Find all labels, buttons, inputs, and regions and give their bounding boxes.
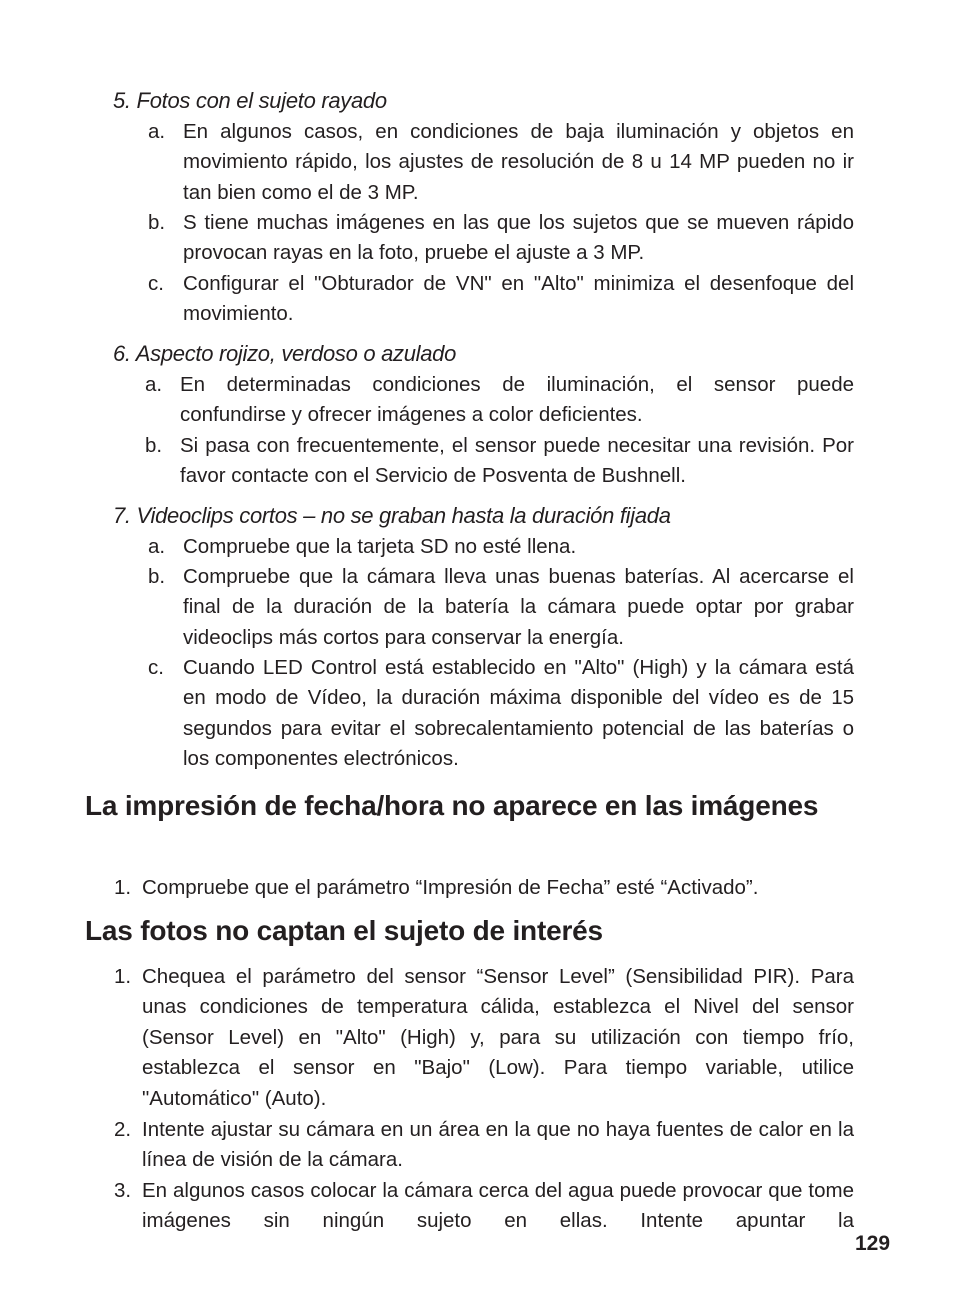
item-text: En algunos casos colocar la cámara cerca del agua puede provocar que tome imágenes sin ningún sujeto en ellas. Intente apuntar la: [142, 1179, 854, 1233]
item-marker: a.: [145, 373, 163, 396]
item-text: Cuando LED Control está establecido en "Alto" (High) y la cámara está en modo de Vídeo, la duración máxima disponible del vídeo es de 15 segundos para evitar el sobrecalentamiento potencial de las baterías o los componentes electrónicos.: [183, 656, 854, 771]
list-item-7a: [148, 532, 854, 562]
item-text: En determinadas condiciones de iluminación, el sensor puede confundirse y ofrecer imágenes a color deficientes.: [180, 373, 854, 427]
section-title-5: 5. Fotos con el sujeto rayado: [113, 88, 387, 113]
list-item-5a: [148, 117, 854, 208]
list-item-7c: [148, 653, 854, 775]
item-marker: c.: [148, 656, 164, 679]
item-marker: 1.: [114, 965, 132, 988]
item-text: Intente ajustar su cámara en un área en la que no haya fuentes de calor en la línea de visión de la cámara.: [142, 1118, 854, 1172]
item-marker: 3.: [114, 1179, 132, 1202]
list-item-5b: [148, 208, 854, 269]
section-title-7: 7. Videoclips cortos – no se graban hasta la duración fijada: [113, 503, 671, 528]
list-item-subject-1: [114, 962, 854, 1114]
item-text: Configurar el "Obturador de VN" en "Alto" minimiza el desenfoque del movimiento.: [183, 272, 854, 326]
list-item-subject-2: [114, 1115, 854, 1176]
section-heading-subject: Las fotos no captan el sujeto de interés: [85, 915, 603, 946]
page-number: 129: [855, 1232, 891, 1255]
item-text: Compruebe que el parámetro “Impresión de Fecha” esté “Activado”.: [142, 876, 759, 899]
item-marker: a.: [148, 120, 166, 143]
item-text: Compruebe que la cámara lleva unas buenas baterías. Al acercarse el final de la duración de la batería la cámara puede optar por grabar videoclips más cortos para conservar la energía.: [183, 565, 854, 649]
list-item-date-1: [114, 873, 854, 903]
item-text: Si pasa con frecuentemente, el sensor puede necesitar una revisión. Por favor contacte con el Servicio de Posventa de Bushnell.: [180, 434, 854, 488]
list-item-6a: [145, 370, 854, 431]
list-item-5c: [148, 269, 854, 330]
section-title-6: 6. Aspecto rojizo, verdoso o azulado: [113, 341, 457, 366]
list-item-6b: [145, 431, 854, 492]
list-item-7b: [148, 562, 854, 653]
list-item-subject-3: [114, 1176, 854, 1237]
item-marker: b.: [145, 434, 163, 457]
item-text: Compruebe que la tarjeta SD no esté llena.: [183, 535, 577, 558]
item-marker: b.: [148, 211, 166, 234]
item-text: En algunos casos, en condiciones de baja iluminación y objetos en movimiento rápido, los ajustes de resolución de 8 u 14 MP pueden no ir tan bien como el de 3 MP.: [183, 120, 854, 204]
item-marker: c.: [148, 272, 164, 295]
item-marker: a.: [148, 535, 166, 558]
section-heading-date-stamp: La impresión de fecha/hora no aparece en las imágenes: [85, 790, 819, 821]
item-text: Chequea el parámetro del sensor “Sensor Level” (Sensibilidad PIR). Para unas condiciones de temperatura cálida, establezca el Nivel del sensor (Sensor Level) en "Alto" (High) y, para su utilización con tiempo frío, establezca el sensor en "Bajo" (Low). Para tiempo variable, utilice "Automático" (Auto).: [142, 965, 854, 1110]
item-text: S tiene muchas imágenes en las que los sujetos que se mueven rápido provocan rayas en la foto, pruebe el ajuste a 3 MP.: [183, 211, 854, 265]
item-marker: 1.: [114, 876, 132, 899]
item-marker: b.: [148, 565, 166, 588]
item-marker: 2.: [114, 1118, 132, 1141]
